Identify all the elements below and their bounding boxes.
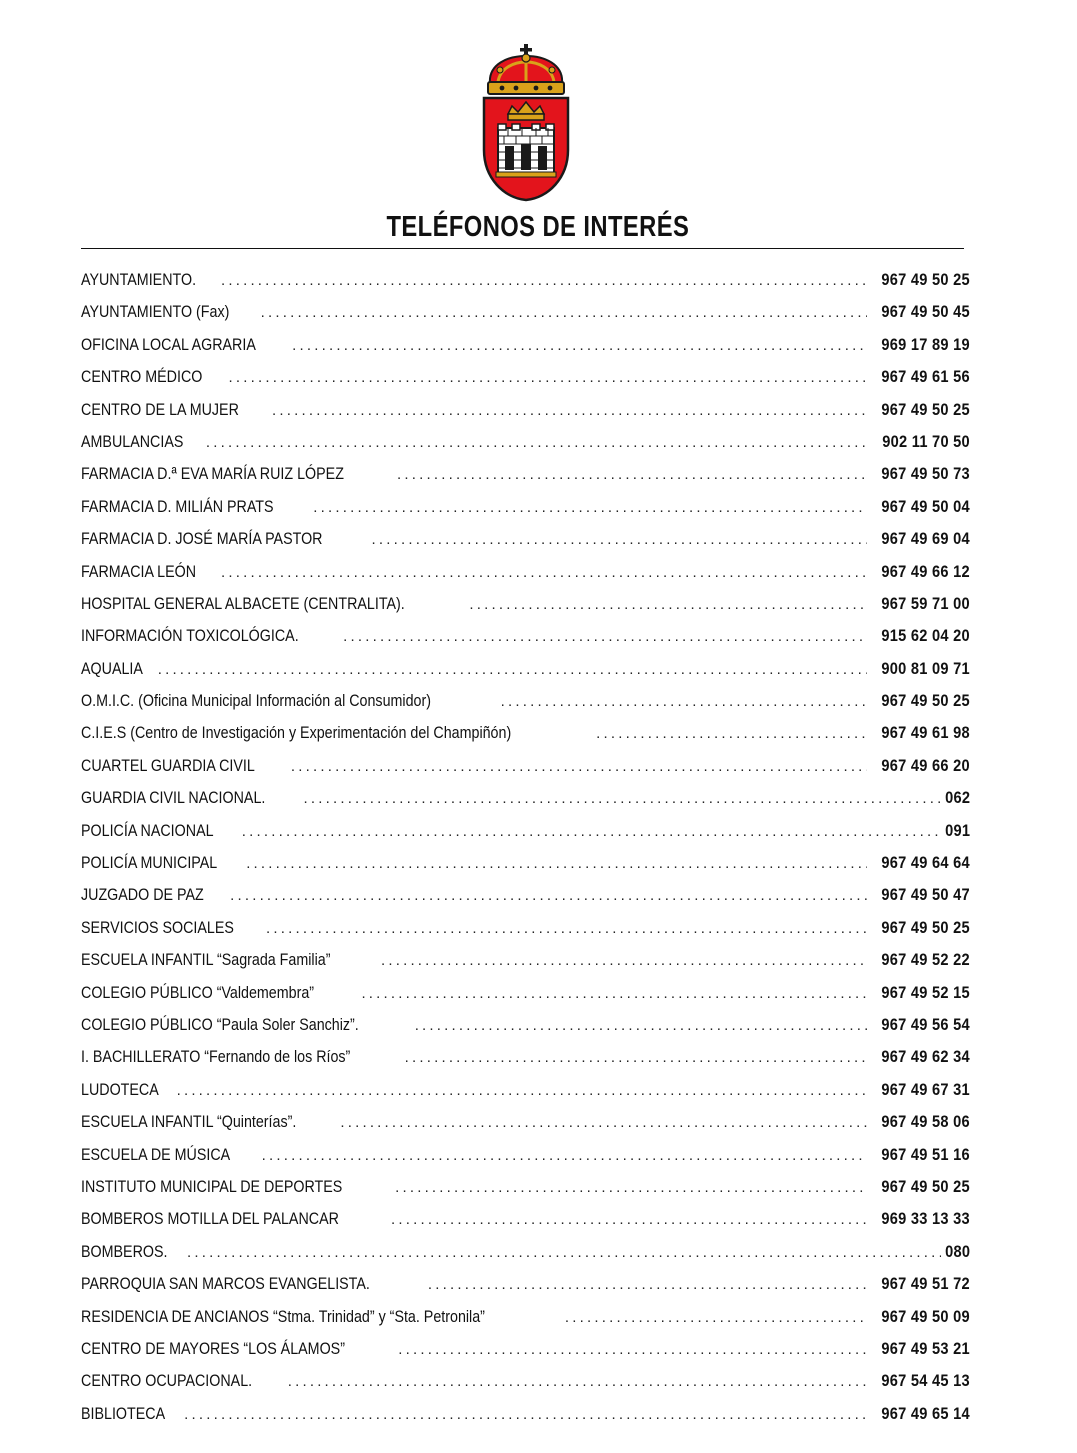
entry-name: RESIDENCIA DE ANCIANOS “Stma. Trinidad” y “Sta. Petronila” (81, 1306, 485, 1326)
dot-leader (181, 1399, 867, 1430)
entry-name: FARMACIA D. MILIÁN PRATS (81, 496, 274, 516)
entry-phone: 967 49 52 22 (881, 950, 970, 970)
dot-leader (285, 1366, 867, 1397)
entry-name: CENTRO DE MAYORES “LOS ÁLAMOS” (81, 1338, 345, 1358)
directory-entry (81, 912, 970, 944)
directory-entry (81, 491, 970, 523)
directory-entry (81, 394, 970, 426)
entry-phone: 080 (944, 1241, 970, 1261)
dot-leader (388, 1204, 867, 1235)
entry-phone: 902 11 70 50 (882, 431, 970, 451)
dot-leader (394, 459, 867, 490)
entry-name: I. BACHILLERATO “Fernando de los Ríos” (81, 1047, 351, 1067)
directory-entry (81, 653, 970, 685)
entry-phone: 091 (944, 820, 970, 840)
dot-leader (395, 1334, 867, 1365)
entry-name: OFICINA LOCAL AGRARIA (81, 334, 256, 354)
dot-leader (239, 816, 941, 847)
directory-entry (81, 1398, 970, 1430)
dot-leader (269, 395, 867, 426)
entry-name: POLICÍA NACIONAL (81, 820, 214, 840)
entry-name: CUARTEL GUARDIA CIVIL (81, 755, 255, 775)
entry-name: FARMACIA D.ª EVA MARÍA RUIZ LÓPEZ (81, 464, 344, 484)
title-divider (81, 248, 964, 249)
page-title: TELÉFONOS DE INTERÉS (386, 211, 690, 243)
entry-name: BIBLIOTECA (81, 1403, 166, 1423)
directory-entry (81, 1106, 970, 1138)
entry-phone: 967 49 51 72 (881, 1274, 970, 1294)
entry-phone: 967 49 50 25 (881, 917, 970, 937)
entry-phone: 967 49 58 06 (881, 1112, 970, 1132)
dot-leader (226, 362, 868, 393)
dot-leader (243, 848, 867, 879)
dot-leader (155, 654, 867, 685)
entry-phone: 967 49 50 25 (881, 1176, 970, 1196)
directory-entry (81, 815, 970, 847)
dot-leader (369, 524, 868, 555)
directory-entry (81, 458, 970, 490)
entry-phone: 967 59 71 00 (881, 593, 970, 613)
entry-name: CENTRO MÉDICO (81, 367, 203, 387)
entry-name: ESCUELA DE MÚSICA (81, 1144, 231, 1164)
dot-leader (425, 1269, 867, 1300)
dot-leader (203, 427, 868, 458)
dot-leader (289, 330, 867, 361)
dot-leader (378, 945, 867, 976)
entry-phone: 915 62 04 20 (881, 626, 970, 646)
dot-leader (310, 492, 867, 523)
entry-name: COLEGIO PÚBLICO “Paula Soler Sanchiz”. (81, 1014, 359, 1034)
directory-entry (81, 879, 970, 911)
directory-entry (81, 361, 970, 393)
directory-entry (81, 1365, 970, 1397)
entry-phone: 062 (944, 788, 970, 808)
dot-leader (258, 297, 868, 328)
dot-leader (562, 1302, 867, 1333)
directory-entry (81, 782, 970, 814)
directory-entry (81, 1139, 970, 1171)
entry-name: GUARDIA CIVIL NACIONAL. (81, 788, 266, 808)
entry-phone: 967 54 45 13 (881, 1371, 970, 1391)
phone-directory-list (81, 264, 970, 1430)
entry-name: BOMBEROS. (81, 1241, 168, 1261)
entry-phone: 967 49 61 56 (881, 367, 970, 387)
directory-entry (81, 1301, 970, 1333)
entry-phone: 967 49 64 64 (881, 853, 970, 873)
directory-entry (81, 1171, 970, 1203)
entry-phone: 967 49 69 04 (881, 529, 970, 549)
dot-leader (593, 718, 867, 749)
entry-name: AYUNTAMIENTO. (81, 270, 197, 289)
entry-name: CENTRO DE LA MUJER (81, 399, 239, 419)
coat-of-arms-icon (478, 42, 574, 202)
directory-entry (81, 1268, 970, 1300)
entry-name: AQUALIA (81, 658, 143, 678)
entry-name: SERVICIOS SOCIALES (81, 917, 234, 937)
entry-name: O.M.I.C. (Oficina Municipal Información al Consumidor) (81, 691, 431, 711)
entry-name: COLEGIO PÚBLICO “Valdemembra” (81, 982, 315, 1002)
entry-phone: 969 33 13 33 (881, 1209, 970, 1229)
entry-phone: 967 49 61 98 (881, 723, 970, 743)
dot-leader (174, 1075, 868, 1106)
dot-leader (337, 1107, 867, 1138)
entry-phone: 967 49 66 12 (881, 561, 970, 581)
entry-name: FARMACIA LEÓN (81, 561, 197, 581)
dot-leader (498, 686, 867, 717)
dot-leader (340, 621, 867, 652)
entry-name: ESCUELA INFANTIL “Sagrada Familia” (81, 950, 331, 970)
directory-entry (81, 1041, 970, 1073)
directory-entry (81, 620, 970, 652)
entry-phone: 967 49 66 20 (881, 755, 970, 775)
dot-leader (218, 557, 867, 588)
dot-leader (263, 913, 867, 944)
entry-name: PARROQUIA SAN MARCOS EVANGELISTA. (81, 1274, 370, 1294)
entry-name: POLICÍA MUNICIPAL (81, 853, 218, 873)
directory-entry (81, 426, 970, 458)
directory-entry (81, 750, 970, 782)
entry-phone: 900 81 09 71 (881, 658, 970, 678)
entry-phone: 967 49 50 25 (881, 399, 970, 419)
entry-phone: 967 49 50 04 (881, 496, 970, 516)
entry-phone: 967 49 53 21 (881, 1338, 970, 1358)
dot-leader (288, 751, 867, 782)
directory-entry (81, 588, 970, 620)
entry-name: HOSPITAL GENERAL ALBACETE (CENTRALITA). (81, 593, 405, 613)
directory-entry (81, 1236, 970, 1268)
entry-name: INFORMACIÓN TOXICOLÓGICA. (81, 626, 299, 646)
dot-leader (402, 1042, 868, 1073)
entry-phone: 967 49 50 73 (881, 464, 970, 484)
dot-leader (412, 1010, 867, 1041)
entry-phone: 967 49 50 47 (881, 885, 970, 905)
entry-name: CENTRO OCUPACIONAL. (81, 1371, 253, 1391)
entry-name: C.I.E.S (Centro de Investigación y Experimentación del Champiñón) (81, 723, 512, 743)
directory-entry (81, 296, 970, 328)
directory-entry (81, 717, 970, 749)
dot-leader (218, 265, 867, 296)
dot-leader (227, 880, 867, 911)
entry-phone: 967 49 50 09 (881, 1306, 970, 1326)
entry-name: AYUNTAMIENTO (Fax) (81, 302, 230, 322)
directory-entry (81, 944, 970, 976)
dot-leader (392, 1172, 867, 1203)
dot-leader (184, 1237, 941, 1268)
entry-phone: 967 49 52 15 (881, 982, 970, 1002)
directory-entry (81, 1009, 970, 1041)
entry-phone: 969 17 89 19 (881, 334, 970, 354)
dot-leader (466, 589, 867, 620)
directory-entry (81, 329, 970, 361)
directory-entry (81, 847, 970, 879)
directory-entry (81, 977, 970, 1009)
dot-leader (259, 1140, 868, 1171)
entry-phone: 967 49 51 16 (881, 1144, 970, 1164)
entry-phone: 967 49 65 14 (881, 1403, 970, 1423)
directory-entry (81, 523, 970, 555)
dot-leader (358, 978, 867, 1009)
directory-entry (81, 1333, 970, 1365)
entry-phone: 967 49 67 31 (881, 1079, 970, 1099)
entry-name: INSTITUTO MUNICIPAL DE DEPORTES (81, 1176, 343, 1196)
directory-entry (81, 264, 970, 296)
entry-phone: 967 49 56 54 (881, 1014, 970, 1034)
entry-name: BOMBEROS MOTILLA DEL PALANCAR (81, 1209, 339, 1229)
entry-phone: 967 49 62 34 (881, 1047, 970, 1067)
entry-name: AMBULANCIAS (81, 431, 184, 451)
entry-phone: 967 49 50 25 (881, 691, 970, 711)
dot-leader (300, 783, 940, 814)
directory-entry (81, 1203, 970, 1235)
directory-entry (81, 1074, 970, 1106)
entry-phone: 967 49 50 45 (881, 302, 970, 322)
directory-entry (81, 556, 970, 588)
entry-name: ESCUELA INFANTIL “Quinterías”. (81, 1112, 297, 1132)
entry-name: FARMACIA D. JOSÉ MARÍA PASTOR (81, 529, 323, 549)
entry-name: JUZGADO DE PAZ (81, 885, 204, 905)
entry-name: LUDOTECA (81, 1079, 159, 1099)
entry-phone: 967 49 50 25 (881, 270, 970, 289)
directory-entry (81, 685, 970, 717)
